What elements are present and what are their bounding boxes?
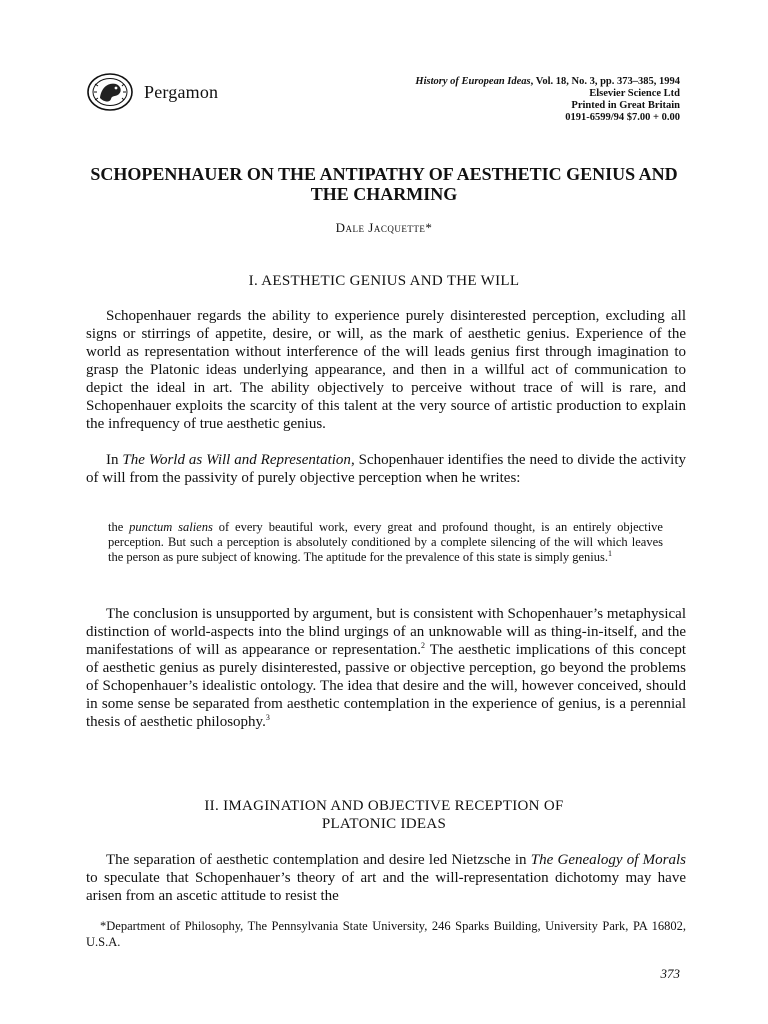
para2-pre: In xyxy=(106,452,123,468)
article-author: Dale Jacquette* xyxy=(335,220,433,235)
section-2-paragraph-1 xyxy=(86,851,686,905)
publisher-name: Pergamon xyxy=(144,81,219,102)
journal-line-2: Elsevier Science Ltd xyxy=(589,88,680,99)
journal-title: History of European Ideas xyxy=(415,76,531,87)
section-1-paragraph-2 xyxy=(86,451,686,487)
publisher-logo xyxy=(86,72,218,112)
work-title-genealogy: The Genealogy of Morals xyxy=(530,852,686,868)
section-2-heading xyxy=(80,797,688,833)
author-affiliation-footnote: *Department of Philosophy, The Pennsylvania State University, 246 Sparks Building, University Park, PA 16802, U.S.A. xyxy=(86,919,686,949)
section-2-heading-line-2: PLATONIC IDEAS xyxy=(321,816,447,832)
s2-para1-pre: The separation of aesthetic contemplation and desire led Nietzsche in xyxy=(106,852,531,868)
footnote-ref-3: 3 xyxy=(265,713,270,722)
s2-para1-post: to speculate that Schopenhauer’s theory of art and the will-representation dichotomy may have arisen from an ascetic attitude to resist the xyxy=(86,870,686,904)
journal-citation-line xyxy=(415,76,680,88)
footnote-ref-1: 1 xyxy=(608,548,612,558)
section-1-heading: I. AESTHETIC GENIUS AND THE WILL xyxy=(248,273,520,289)
pergamon-seal-icon xyxy=(86,72,136,112)
work-title-world-as-will: The World as Will and Representation xyxy=(122,452,351,468)
quote-pre: the xyxy=(108,520,130,534)
section-2-heading-line-1: II. IMAGINATION AND OBJECTIVE RECEPTION OF xyxy=(204,798,564,814)
footnote-ref-2: 2 xyxy=(420,641,425,650)
quote-post: of every beautiful work, every great and profound thought, is an entirely objective perception. But such a perception is absolutely conditioned by a complete silencing of the will which leaves the person as pure subject of knowing. The aptitude for the prevalence of this state is simply genius. xyxy=(108,520,663,564)
block-quote xyxy=(108,520,663,565)
page-number: 373 xyxy=(660,966,680,981)
journal-citation: , Vol. 18, No. 3, pp. 373–385, 1994 xyxy=(530,76,680,87)
section-1-paragraph-3 xyxy=(86,605,686,731)
section-1-paragraph-1: Schopenhauer regards the ability to experience purely disinterested perception, excluding all signs or stirrings of appetite, desire, or will, as the mark of aesthetic genius. Experience of the world as representation without interference of the will leads genius first through imagination to grasp the Platonic ideas underlying appearance, and then in a willful act of communication to depict the ideal in art. The ability objectively to perceive without trace of will is rare, and Schopenhauer exploits the scarcity of this talent at the very source of artistic production to explain the infrequency of true aesthetic genius. xyxy=(86,308,686,432)
journal-info xyxy=(415,76,680,124)
journal-line-4: 0191-6599/94 $7.00 + 0.00 xyxy=(565,112,680,123)
para3-b: The aesthetic implications of this concept of aesthetic genius as purely disinterested, passive or objective perception, go beyond the problems of Schopenhauer’s idealistic ontology. The idea that desire and the will, however conceived, should in some sense be separated from aesthetic contemplation in the experience of genius, is a perennial thesis of aesthetic philosophy. xyxy=(86,642,686,730)
journal-line-3: Printed in Great Britain xyxy=(571,100,680,111)
article-title: SCHOPENHAUER ON THE ANTIPATHY OF AESTHETIC GENIUS AND THE CHARMING xyxy=(90,164,678,204)
para3-a: The conclusion is unsupported by argument, but is consistent with Schopenhauer’s metaphysical distinction of world-aspects into the blind urgings of an unknowable will as thing-in-itself, and the manifestations of will as appearance or representation. xyxy=(86,606,686,658)
quote-term: punctum saliens xyxy=(129,520,213,534)
para2-post: , Schopenhauer identifies the need to divide the activity of will from the passivity of purely objective perception when he writes: xyxy=(86,452,686,486)
